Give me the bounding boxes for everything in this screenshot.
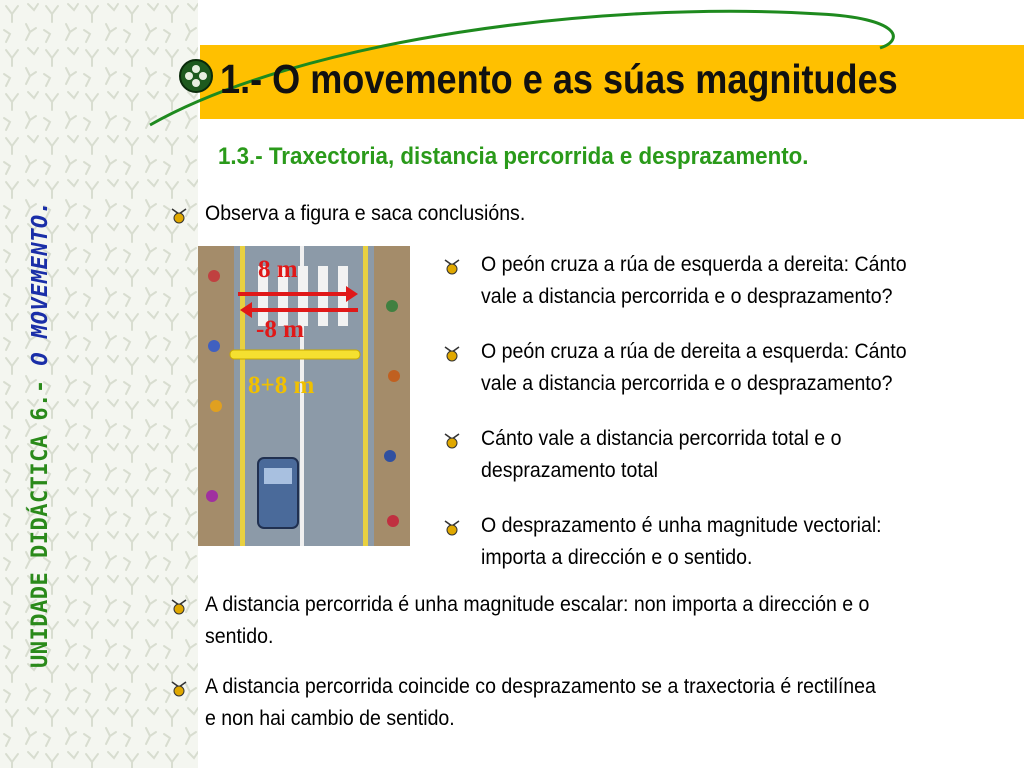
question-line: Cánto vale a distancia percorrida total e o	[481, 427, 842, 450]
question-line: O peón cruza a rúa de dereita a esquerda: Cánto	[481, 340, 907, 363]
unit-label: UNIDADE DIDÁCTICA 6.-	[28, 365, 53, 668]
conclusion-item	[205, 589, 869, 653]
conclusion-line: A distancia percorrida coincide co desprazamento se a traxectoria é rectilínea	[205, 675, 876, 698]
label-back: -8 m	[256, 316, 304, 343]
label-total: 8+8 m	[248, 372, 315, 399]
bullet-icon	[443, 432, 461, 450]
bullet-icon	[443, 519, 461, 537]
bullet-icon	[170, 680, 188, 698]
question-line: desprazamento total	[481, 459, 658, 482]
question-line: O peón cruza a rúa de esquerda a dereita: Cánto	[481, 253, 907, 276]
question-line: O desprazamento é unha magnitude vectorial:	[481, 514, 882, 537]
page-title: 1.- O movemento e as súas magnitudes	[220, 56, 898, 102]
conclusion-line: A distancia percorrida é unha magnitude escalar: non importa a dirección e o	[205, 593, 870, 616]
conclusion-line: e non hai cambio de sentido.	[205, 707, 455, 730]
street-crossing-figure	[198, 246, 410, 546]
topic-label: O MOVEMENTO.	[28, 200, 53, 366]
conclusion-item	[205, 671, 876, 735]
globe-icon	[178, 58, 214, 94]
section-subtitle: 1.3.- Traxectoria, distancia percorrida e desprazamento.	[218, 143, 809, 170]
label-forward: 8 m	[258, 256, 298, 283]
bullet-icon	[170, 598, 188, 616]
bullet-icon	[443, 345, 461, 363]
question-item	[481, 510, 882, 574]
question-item	[481, 336, 907, 400]
question-line: vale a distancia percorrida e o desprazamento?	[481, 372, 893, 395]
bullet-icon	[443, 258, 461, 276]
intro-text: Observa a figura e saca conclusións.	[205, 202, 526, 225]
vertical-unit-label	[28, 201, 53, 668]
question-line: importa a dirección e o sentido.	[481, 546, 753, 569]
bullet-icon	[170, 207, 188, 225]
question-item	[481, 249, 907, 313]
question-line: vale a distancia percorrida e o desprazamento?	[481, 285, 893, 308]
question-item	[481, 423, 841, 487]
conclusion-line: sentido.	[205, 625, 274, 648]
